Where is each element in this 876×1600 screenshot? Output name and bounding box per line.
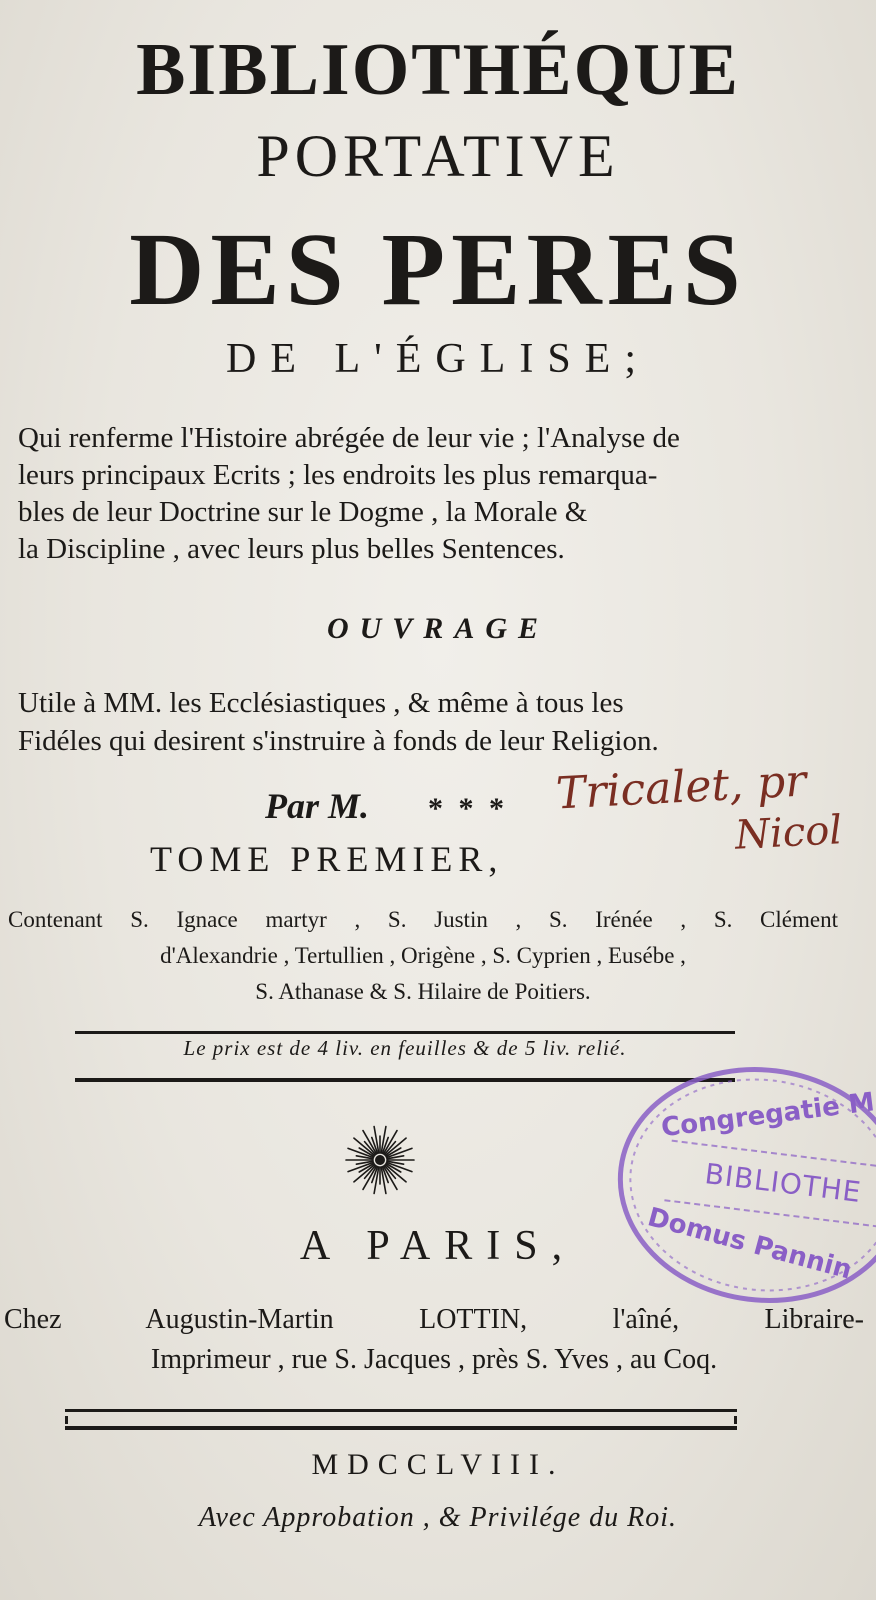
description-paragraph (18, 420, 844, 568)
double-rule-frame (65, 1416, 737, 1424)
volume-heading: TOME PREMIER, (150, 839, 504, 879)
price-note: Le prix est de 4 liv. en feuilles & de 5 liv. relié. (183, 1036, 627, 1060)
double-rule-top (65, 1409, 737, 1412)
utile-line: Utile à MM. les Ecclésiastiques , & même à tous les (18, 687, 624, 719)
stamp-text: BIBLIOTHE (702, 1157, 864, 1210)
handwritten-annotation: Tricalet, pr (554, 755, 808, 820)
approbation-line: Avec Approbation , & Privilége du Roi. (198, 1502, 678, 1533)
stamp-text: Congregatie M (659, 1087, 876, 1144)
description-line: bles de leur Doctrine sur le Dogme , la Morale & (18, 496, 588, 528)
imprint-line: Imprimeur , rue S. Jacques , près S. Yves , au Coq. (150, 1344, 718, 1375)
utile-paragraph (18, 684, 844, 760)
title-line-bibliotheque: BIBLIOTHÉQUE (136, 29, 740, 111)
contents-line: Contenant S. Ignace martyr , S. Justin , S. Irénée , S. Clément (8, 907, 838, 932)
double-rule-bottom (65, 1426, 737, 1430)
contents-paragraph (8, 902, 838, 1010)
place-of-publication: A PARIS, (299, 1223, 577, 1269)
library-stamp-icon (598, 1043, 876, 1328)
contents-line: S. Athanase & S. Hilaire de Poitiers. (255, 979, 591, 1004)
contents-line: d'Alexandrie , Tertullien , Origène , S. Cyprien , Eusébe , (160, 943, 686, 968)
ouvrage-heading: OUVRAGE (326, 612, 550, 645)
imprint-paragraph (4, 1300, 864, 1380)
stamp-text: Domus Pannin (644, 1202, 855, 1286)
author-line (265, 785, 508, 827)
description-line: la Discipline , avec leurs plus belles Sentences. (18, 533, 565, 565)
imprint-line: Chez Augustin-Martin LOTTIN, l'aîné, Libraire- (4, 1304, 864, 1335)
title-line-portative: PORTATIVE (256, 123, 620, 189)
utile-line: Fidéles qui desirent s'instruire à fonds de leur Religion. (18, 725, 659, 757)
title-line-des-peres: DES PERES (129, 212, 747, 327)
title-line-de-leglise: DE L'ÉGLISE; (225, 336, 651, 382)
description-line: leurs principaux Ecrits ; les endroits les plus remarqua- (18, 459, 658, 491)
description-line: Qui renferme l'Histoire abrégée de leur vie ; l'Analyse de (18, 422, 680, 454)
publication-year: MDCCLVIII. (311, 1448, 565, 1481)
sunburst-ornament-icon (340, 1120, 420, 1200)
author-stars: * * * (428, 792, 509, 825)
author-prefix: Par M. (265, 786, 370, 826)
rule-top (75, 1031, 735, 1034)
handwritten-annotation: Nicol (733, 807, 844, 859)
